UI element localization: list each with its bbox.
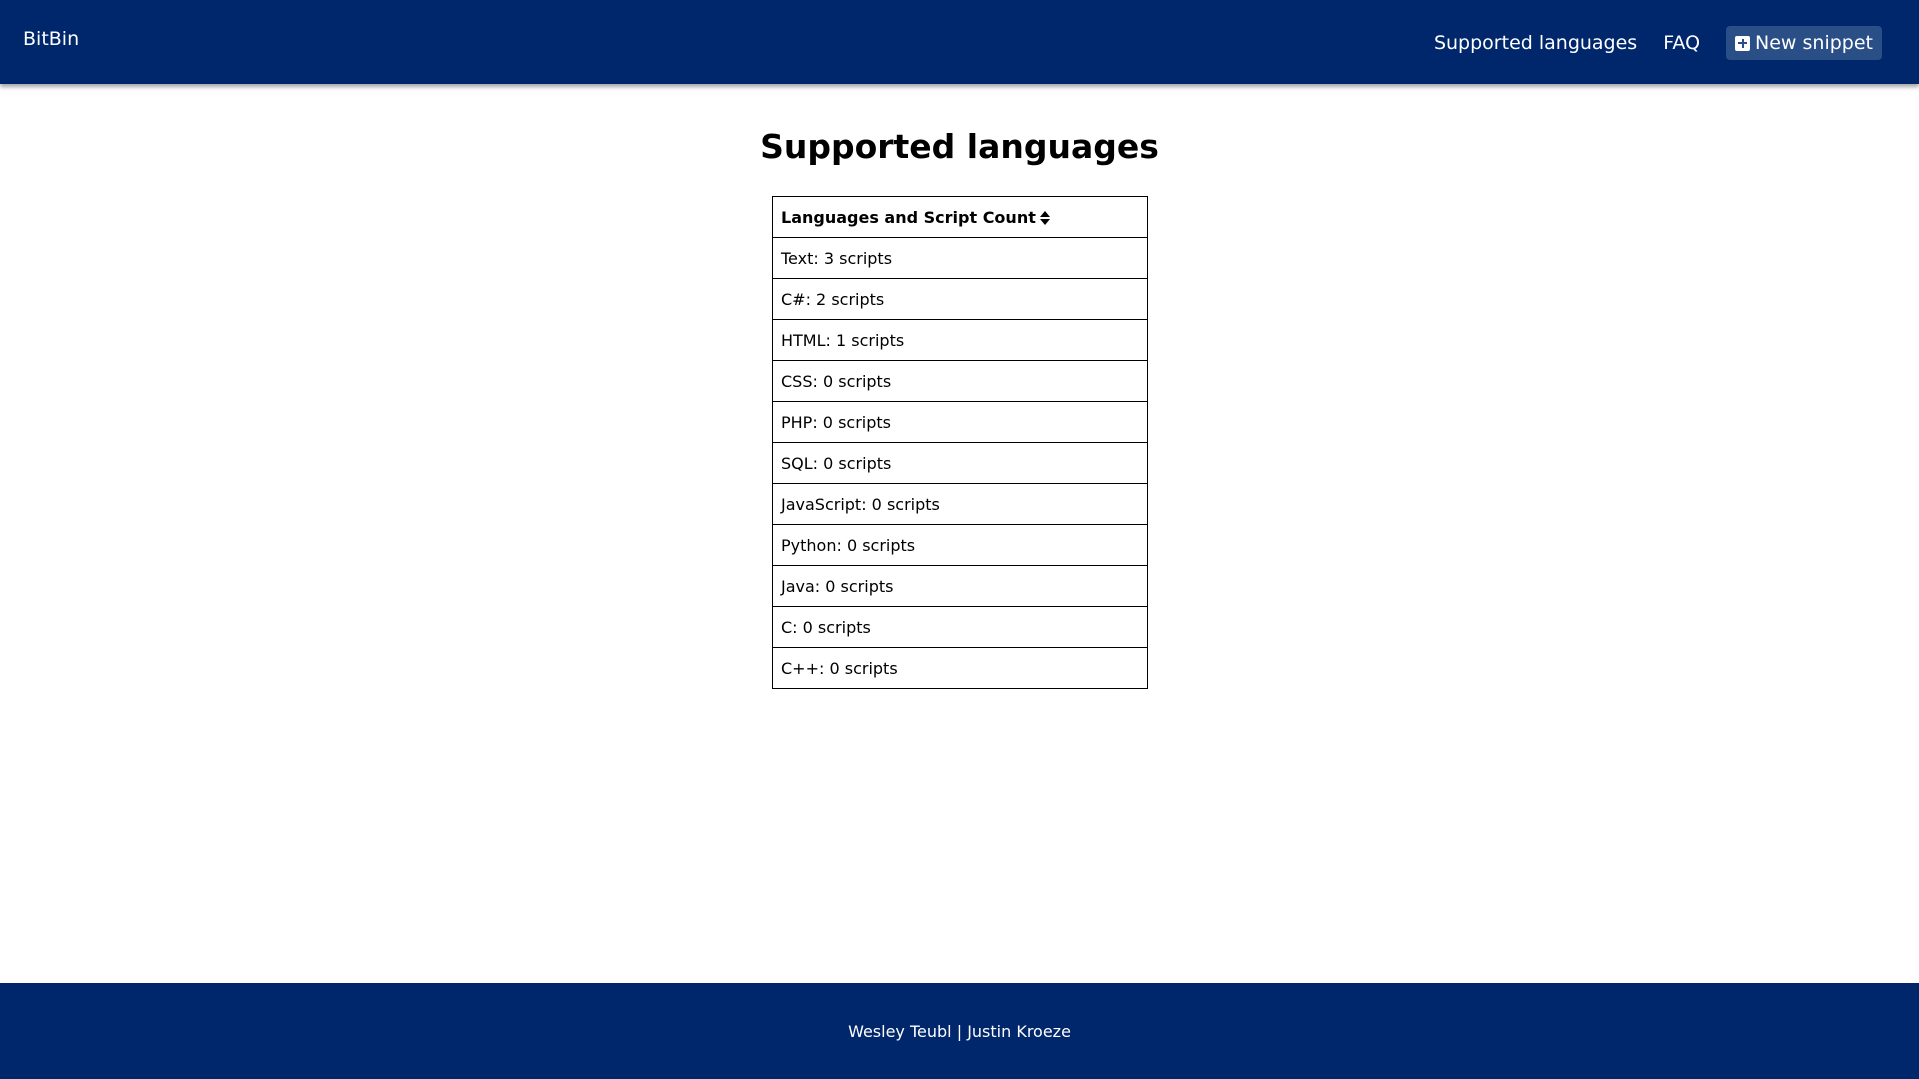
table-header-row bbox=[773, 197, 1148, 238]
table-row bbox=[773, 320, 1148, 361]
sort-icon bbox=[1040, 211, 1050, 225]
table-cell: C: 0 scripts bbox=[773, 607, 1148, 648]
table-row bbox=[773, 607, 1148, 648]
table-row bbox=[773, 361, 1148, 402]
new-snippet-button[interactable] bbox=[1726, 26, 1882, 60]
table-cell: Java: 0 scripts bbox=[773, 566, 1148, 607]
page-title: Supported languages bbox=[760, 127, 1159, 166]
table-row bbox=[773, 525, 1148, 566]
table-cell: JavaScript: 0 scripts bbox=[773, 484, 1148, 525]
table-row bbox=[773, 648, 1148, 689]
table-row bbox=[773, 443, 1148, 484]
table-row bbox=[773, 238, 1148, 279]
table-cell: CSS: 0 scripts bbox=[773, 361, 1148, 402]
table-cell: PHP: 0 scripts bbox=[773, 402, 1148, 443]
table-cell: Python: 0 scripts bbox=[773, 525, 1148, 566]
navbar bbox=[0, 0, 1919, 84]
sort-header[interactable] bbox=[773, 197, 1148, 238]
table-row bbox=[773, 484, 1148, 525]
table-cell: Text: 3 scripts bbox=[773, 238, 1148, 279]
header-label: Languages and Script Count bbox=[781, 207, 1036, 227]
table-cell: SQL: 0 scripts bbox=[773, 443, 1148, 484]
table-row bbox=[773, 279, 1148, 320]
footer bbox=[0, 983, 1919, 1079]
new-snippet-label: New snippet bbox=[1755, 32, 1873, 54]
nav-supported-languages-link[interactable]: Supported languages bbox=[1433, 32, 1638, 54]
brand-link[interactable]: BitBin bbox=[23, 28, 80, 50]
nav-links bbox=[1408, 26, 1882, 60]
languages-table bbox=[772, 196, 1148, 689]
nav-faq-link[interactable]: FAQ bbox=[1663, 32, 1701, 54]
table-cell: C++: 0 scripts bbox=[773, 648, 1148, 689]
table-cell: HTML: 1 scripts bbox=[773, 320, 1148, 361]
table-row bbox=[773, 566, 1148, 607]
plus-square-icon bbox=[1735, 36, 1750, 51]
table-cell: C#: 2 scripts bbox=[773, 279, 1148, 320]
table-row bbox=[773, 402, 1148, 443]
footer-credits: Wesley Teubl | Justin Kroeze bbox=[848, 1021, 1071, 1041]
